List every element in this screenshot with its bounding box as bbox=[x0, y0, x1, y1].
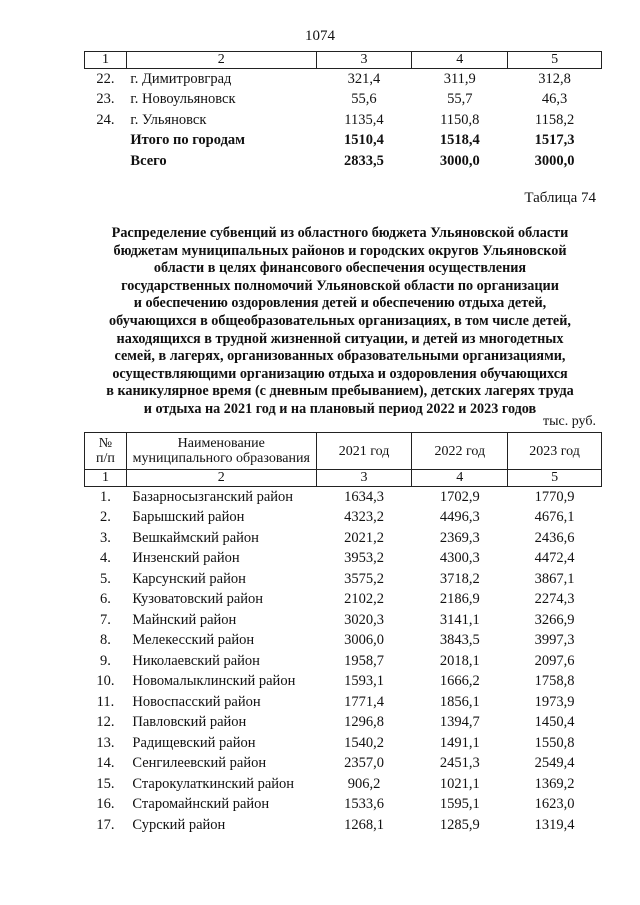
header-cell: 2 bbox=[126, 470, 316, 487]
value-2023: 2274,3 bbox=[534, 591, 575, 608]
value-2021: 55,6 bbox=[351, 91, 377, 108]
municipality-name: Новомалыклинский район bbox=[132, 673, 296, 690]
value-2021: 3006,0 bbox=[344, 632, 384, 649]
municipality-name: Майнский район bbox=[132, 611, 237, 628]
empty-cell bbox=[85, 151, 127, 172]
value-2022: 2186,9 bbox=[439, 591, 480, 608]
municipality-name: Старомайнский район bbox=[132, 796, 270, 813]
value-2021: 1593,1 bbox=[344, 673, 384, 690]
unit-label: тыс. руб. bbox=[543, 414, 596, 429]
value-2023: 1758,8 bbox=[534, 673, 575, 690]
value-2021: 321,4 bbox=[347, 70, 381, 87]
title-line: государственных полномочий Ульяновской области по организации bbox=[121, 277, 559, 294]
municipality-name: Старокулаткинский район bbox=[132, 775, 295, 792]
value-2021: 2357,0 bbox=[344, 755, 384, 772]
value-2022: 1491,1 bbox=[439, 734, 480, 751]
table-row bbox=[85, 631, 602, 652]
value-2023: 2097,6 bbox=[534, 652, 575, 669]
table-row bbox=[85, 651, 602, 672]
value-2023: 2549,4 bbox=[534, 755, 575, 772]
table-row bbox=[85, 90, 602, 111]
total-row bbox=[85, 151, 602, 172]
title-line: области в целях финансового обеспечения осуществления bbox=[153, 260, 527, 277]
table-row bbox=[85, 569, 602, 590]
value-2023: 1450,4 bbox=[534, 714, 575, 731]
row-number: 3. bbox=[100, 529, 111, 546]
header-cell: 4 bbox=[412, 470, 508, 487]
row-number: 9. bbox=[100, 652, 111, 669]
title-line: обучающихся в общеобразовательных организациях, в том числе детей, bbox=[109, 312, 571, 329]
header-2022: 2022 год bbox=[412, 433, 508, 470]
municipality-name: г. Ульяновск bbox=[130, 111, 207, 128]
municipality-name: г. Новоульяновск bbox=[130, 91, 236, 108]
value-2021: 3575,2 bbox=[344, 570, 384, 587]
value-2023: 1158,2 bbox=[534, 111, 575, 128]
continued-table bbox=[84, 51, 602, 172]
table-row bbox=[85, 692, 602, 713]
value-2023: 312,8 bbox=[538, 70, 571, 87]
table-row bbox=[85, 815, 602, 836]
row-number: 7. bbox=[100, 611, 111, 628]
row-number: 24. bbox=[96, 111, 115, 128]
value-2021: 3953,2 bbox=[344, 550, 384, 567]
header-cell: 3 bbox=[316, 52, 412, 69]
header-2023: 2023 год bbox=[508, 433, 602, 470]
value-2023: 3997,3 bbox=[534, 632, 575, 649]
subtotal-2022: 1518,4 bbox=[439, 132, 480, 149]
municipality-name: Барышский район bbox=[132, 509, 245, 526]
row-number: 15. bbox=[96, 775, 115, 792]
value-2022: 1394,7 bbox=[439, 714, 480, 731]
value-2022: 2018,1 bbox=[439, 652, 480, 669]
column-index-row bbox=[85, 470, 602, 487]
value-2023: 1550,8 bbox=[534, 734, 575, 751]
table-row bbox=[85, 487, 602, 508]
page-number: 1074 bbox=[305, 28, 335, 44]
table-row bbox=[85, 590, 602, 611]
value-2021: 1634,3 bbox=[344, 488, 384, 505]
municipality-name: Инзенский район bbox=[132, 550, 240, 567]
title-line: осуществляющими организацию отдыха и оздоровления обучающихся bbox=[112, 365, 568, 382]
header-cell: 1 bbox=[85, 52, 127, 69]
table-row bbox=[85, 733, 602, 754]
value-2023: 1973,9 bbox=[534, 693, 575, 710]
row-number: 1. bbox=[100, 488, 111, 505]
title-line: бюджетам муниципальных районов и городских округов Ульяновской bbox=[113, 242, 567, 259]
value-2022: 1666,2 bbox=[439, 673, 480, 690]
title-line: и обеспечению оздоровления детей и обеспечению отдыха детей, bbox=[133, 295, 547, 312]
value-2022: 1856,1 bbox=[439, 693, 480, 710]
municipality-name: Радищевский район bbox=[132, 734, 256, 751]
row-number: 10. bbox=[96, 673, 115, 690]
value-2021: 1296,8 bbox=[344, 714, 384, 731]
empty-cell bbox=[85, 131, 127, 152]
total-label: Всего bbox=[130, 152, 167, 169]
value-2022: 3843,5 bbox=[439, 632, 480, 649]
value-2021: 1771,4 bbox=[344, 693, 384, 710]
table-row bbox=[85, 549, 602, 570]
header-cell: 2 bbox=[126, 52, 316, 69]
table-row bbox=[85, 774, 602, 795]
header-2021: 2021 год bbox=[316, 433, 412, 470]
table-row bbox=[85, 610, 602, 631]
header-number: № п/п bbox=[85, 433, 127, 470]
row-number: 5. bbox=[100, 570, 111, 587]
value-2023: 1623,0 bbox=[534, 796, 575, 813]
value-2021: 1958,7 bbox=[344, 652, 384, 669]
value-2023: 3867,1 bbox=[534, 570, 575, 587]
value-2021: 1540,2 bbox=[344, 734, 384, 751]
municipality-name: Кузоватовский район bbox=[132, 591, 264, 608]
table-title bbox=[80, 225, 600, 419]
value-2022: 3718,2 bbox=[439, 570, 480, 587]
header-cell: 3 bbox=[316, 470, 412, 487]
value-2021: 1268,1 bbox=[344, 816, 384, 833]
value-2021: 1135,4 bbox=[344, 111, 384, 128]
title-line: и отдыха на 2021 год и на плановый период 2022 и 2023 годов bbox=[143, 400, 537, 417]
table-row bbox=[85, 528, 602, 549]
title-line: семей, в лагерях, организованных образовательными организациями, bbox=[114, 348, 566, 365]
title-line: в каникулярное время (с дневным пребыванием), детских лагерях труда bbox=[106, 383, 574, 400]
subtotal-2021: 1510,4 bbox=[344, 132, 384, 149]
table-label: Таблица 74 bbox=[524, 190, 596, 206]
subtotal-label: Итого по городам bbox=[130, 132, 246, 149]
value-2022: 1150,8 bbox=[440, 111, 480, 128]
value-2022: 3141,1 bbox=[439, 611, 480, 628]
value-2023: 4472,4 bbox=[534, 550, 575, 567]
total-2022: 3000,0 bbox=[439, 152, 480, 169]
total-2023: 3000,0 bbox=[534, 152, 575, 169]
value-2023: 3266,9 bbox=[534, 611, 575, 628]
header-cell: 5 bbox=[508, 52, 602, 69]
column-index-row bbox=[85, 52, 602, 69]
subtotal-row bbox=[85, 131, 602, 152]
municipality-name: Сенгилеевский район bbox=[132, 755, 267, 772]
table-row bbox=[85, 508, 602, 529]
value-2021: 2102,2 bbox=[344, 591, 384, 608]
row-number: 2. bbox=[100, 509, 111, 526]
row-number: 8. bbox=[100, 632, 111, 649]
title-line: находящихся в трудной жизненной ситуации, и детей из многодетных bbox=[116, 330, 564, 347]
header-row bbox=[85, 433, 602, 470]
value-2023: 1319,4 bbox=[534, 816, 575, 833]
header-cell: 5 bbox=[508, 470, 602, 487]
value-2023: 2436,6 bbox=[534, 529, 575, 546]
row-number: 16. bbox=[96, 796, 115, 813]
row-number: 14. bbox=[96, 755, 115, 772]
municipality-name: Базарносызганский район bbox=[132, 488, 294, 505]
municipality-name: Карсунский район bbox=[132, 570, 246, 587]
header-cell: 4 bbox=[412, 52, 508, 69]
table-row bbox=[85, 754, 602, 775]
value-2022: 55,7 bbox=[447, 91, 473, 108]
value-2022: 1021,1 bbox=[439, 775, 480, 792]
municipality-name: Павловский район bbox=[132, 714, 247, 731]
row-number: 11. bbox=[96, 693, 115, 710]
value-2022: 2369,3 bbox=[439, 529, 480, 546]
value-2023: 4676,1 bbox=[534, 509, 575, 526]
row-number: 6. bbox=[100, 591, 111, 608]
value-2021: 2021,2 bbox=[344, 529, 384, 546]
value-2022: 2451,3 bbox=[439, 755, 480, 772]
value-2021: 3020,3 bbox=[344, 611, 384, 628]
value-2022: 1595,1 bbox=[439, 796, 480, 813]
value-2023: 46,3 bbox=[541, 91, 568, 108]
value-2022: 4300,3 bbox=[439, 550, 480, 567]
row-number: 12. bbox=[96, 714, 115, 731]
total-2021: 2833,5 bbox=[344, 152, 384, 169]
subtotal-2023: 1517,3 bbox=[534, 132, 575, 149]
value-2023: 1770,9 bbox=[534, 488, 575, 505]
value-2022: 311,9 bbox=[443, 70, 476, 87]
municipality-name: Николаевский район bbox=[132, 652, 260, 669]
value-2021: 1533,6 bbox=[344, 796, 384, 813]
table-row bbox=[85, 110, 602, 131]
value-2022: 1702,9 bbox=[439, 488, 480, 505]
value-2022: 4496,3 bbox=[439, 509, 480, 526]
value-2021: 906,2 bbox=[347, 775, 381, 792]
table-row bbox=[85, 69, 602, 90]
table-row bbox=[85, 795, 602, 816]
row-number: 23. bbox=[96, 91, 115, 108]
municipality-name: Новоспасский район bbox=[132, 693, 261, 710]
table-row bbox=[85, 672, 602, 693]
value-2023: 1369,2 bbox=[534, 775, 575, 792]
title-line: Распределение субвенций из областного бюджета Ульяновской области bbox=[111, 225, 569, 241]
value-2021: 4323,2 bbox=[344, 509, 384, 526]
municipality-name: Мелекесский район bbox=[132, 632, 255, 649]
row-number: 17. bbox=[96, 816, 115, 833]
municipality-name: Сурский район bbox=[132, 816, 226, 833]
row-number: 13. bbox=[96, 734, 115, 751]
header-cell: 1 bbox=[85, 470, 127, 487]
row-number: 4. bbox=[100, 550, 111, 567]
municipality-name: Вешкаймский район bbox=[132, 529, 259, 546]
table-row bbox=[85, 713, 602, 734]
municipality-name: г. Димитровград bbox=[130, 70, 232, 87]
header-municipality: Наименование муниципального образования bbox=[126, 433, 316, 470]
value-2022: 1285,9 bbox=[439, 816, 480, 833]
subvention-table bbox=[84, 432, 602, 836]
row-number: 22. bbox=[96, 70, 115, 87]
